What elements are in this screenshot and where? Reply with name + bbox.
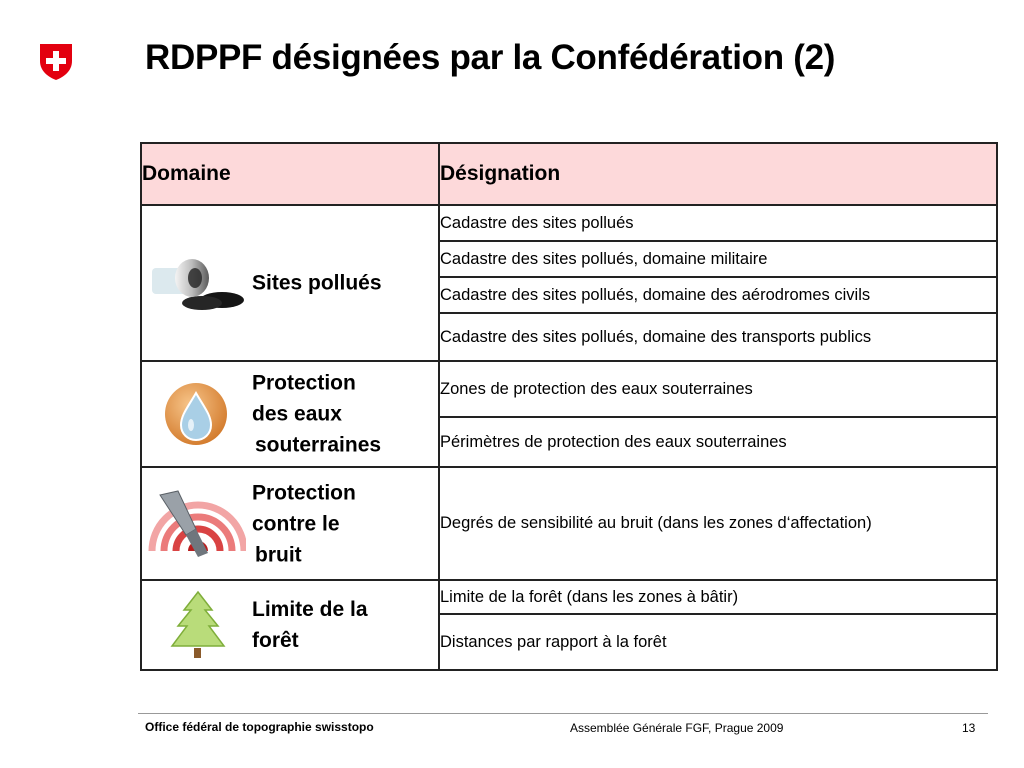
designation-cell: Distances par rapport à la forêt (439, 614, 997, 670)
footer-event: Assemblée Générale FGF, Prague 2009 (570, 721, 784, 735)
domain-label-line: Limite de la (252, 598, 368, 621)
domain-cell-protection-bruit (141, 467, 439, 580)
noise-icon (148, 489, 246, 559)
domain-label (252, 368, 381, 461)
domain-cell-protection-eaux (141, 361, 439, 467)
designation-cell: Zones de protection des eaux souterraines (439, 361, 997, 417)
header-domaine: Domaine (141, 143, 439, 205)
domain-label (252, 594, 368, 656)
domain-label-line: des eaux (252, 402, 342, 426)
designation-cell: Cadastre des sites pollués, domaine des aérodromes civils (439, 277, 997, 313)
polluted-sites-icon (148, 248, 246, 318)
table-header-row (141, 143, 997, 205)
domain-label-line: souterraines (255, 433, 382, 457)
table-row (141, 467, 997, 580)
footer-organization: Office fédéral de topographie swisstopo (145, 720, 374, 734)
page-number: 13 (962, 721, 976, 735)
designation-cell: Cadastre des sites pollués, domaine des transports publics (439, 313, 997, 361)
header-designation: Désignation (439, 143, 997, 205)
domain-label-line: contre le (252, 512, 340, 535)
domain-cell-limite-foret (141, 580, 439, 670)
designation-cell: Périmètres de protection des eaux souterraines (439, 417, 997, 467)
designation-cell: Limite de la forêt (dans les zones à bâtir) (439, 580, 997, 614)
designation-cell: Cadastre des sites pollués (439, 205, 997, 241)
domain-label-line: Protection (252, 371, 356, 395)
domain-cell-sites-pollues (141, 205, 439, 361)
rdppf-table (140, 142, 998, 671)
domain-label: Sites pollués (252, 271, 382, 295)
domain-label-line: Protection (252, 481, 356, 504)
fir-tree-icon (148, 590, 246, 660)
designation-cell: Cadastre des sites pollués, domaine militaire (439, 241, 997, 277)
footer-divider (138, 713, 988, 714)
water-drop-icon (148, 379, 244, 449)
domain-label-line: forêt (252, 629, 299, 652)
table-row (141, 580, 997, 614)
domain-label (252, 477, 356, 570)
table-row (141, 361, 997, 417)
swiss-shield-logo (39, 43, 73, 81)
table-row (141, 205, 997, 241)
domain-label-line: bruit (255, 543, 302, 566)
slide-title: RDPPF désignées par la Confédération (2) (145, 38, 836, 77)
designation-cell: Degrés de sensibilité au bruit (dans les zones d‘affectation) (439, 467, 997, 580)
